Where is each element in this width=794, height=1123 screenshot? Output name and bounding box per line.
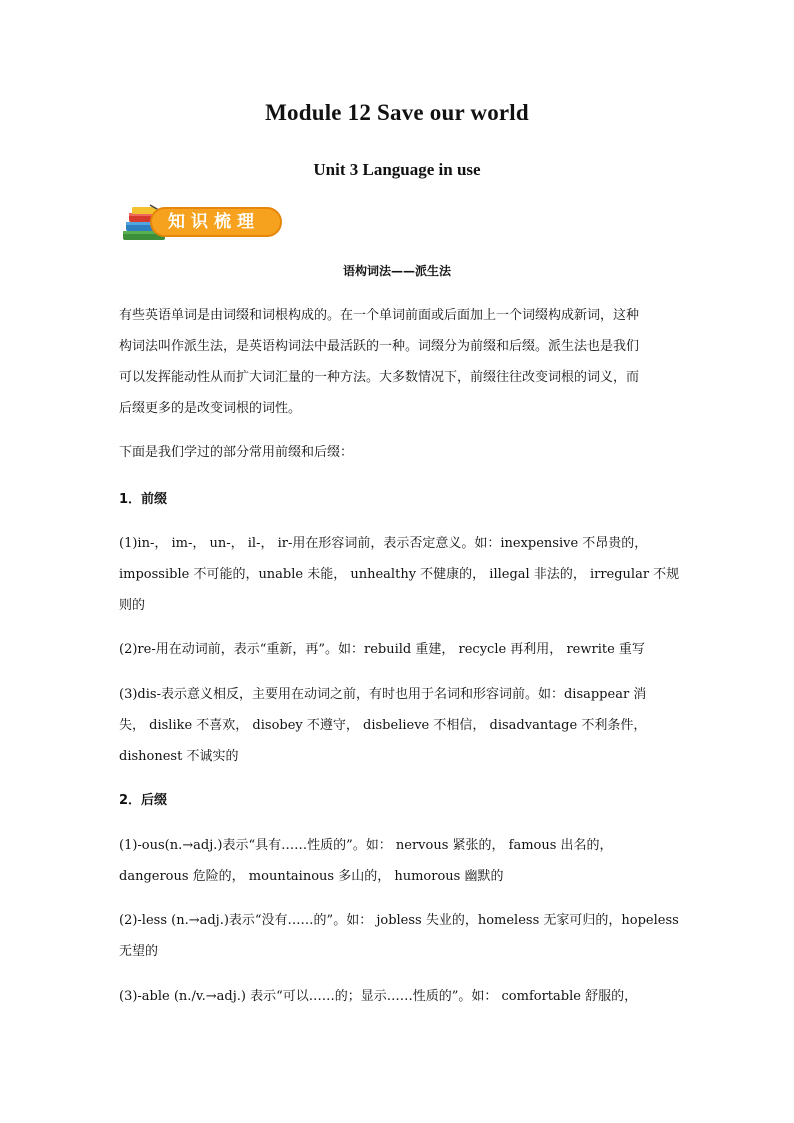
badge-label: 知识梳理 xyxy=(168,212,260,232)
suffix-item-line: dangerous 危险的， mountainous 多山的， humorous 幽默的 xyxy=(119,869,504,884)
intro-line: 有些英语单词是由词缀和词根构成的。在一个单词前面或后面加上一个词缀构成新词，这种 xyxy=(119,308,640,323)
prefix-item-line: impossible 不可能的，unable 未能， unhealthy 不健康的， illegal 非法的， irregular 不规 xyxy=(119,567,680,582)
intro-line: 构词法叫作派生法，是英语构词法中最活跃的一种。词缀分为前缀和后缀。派生法也是我们 xyxy=(119,339,640,354)
prefix-item-line: 失， dislike 不喜欢， disobey 不遵守， disbelieve 不相信， disadvantage 不利条件， xyxy=(119,718,647,733)
prefix-item-line: (3)dis-表示意义相反，主要用在动词之前，有时也用于名词和形容词前。如：disappear 消 xyxy=(119,687,647,702)
suffix-heading: 2．后缀 xyxy=(119,793,168,808)
knowledge-summary-badge xyxy=(120,203,285,243)
suffix-item-line: 无望的 xyxy=(119,944,159,959)
unit-subtitle: Unit 3 Language in use xyxy=(313,160,481,179)
list-intro: 下面是我们学过的部分常用前缀和后缀： xyxy=(119,445,354,460)
suffix-item-line: (2)-less (n.→adj.)表示“没有……的”。如： jobless 失业的，homeless 无家可归的，hopeless xyxy=(119,913,679,928)
suffix-item-line: (3)-able (n./v.→adj.) 表示“可以……的；显示……性质的”。如： comfortable 舒服的， xyxy=(119,989,638,1004)
prefix-item-line: (1)in-， im-， un-， il-， ir-用在形容词前，表示否定意义。如：inexpensive 不昂贵的， xyxy=(119,536,648,551)
prefix-item-line: (2)re-用在动词前，表示“重新，再”。如：rebuild 重建， recycle 再利用， rewrite 重写 xyxy=(119,642,645,657)
section-heading: 语构词法——派生法 xyxy=(342,264,451,278)
module-title: Module 12 Save our world xyxy=(265,100,529,125)
prefix-item-line: dishonest 不诚实的 xyxy=(119,749,239,764)
prefix-item-line: 则的 xyxy=(119,598,146,613)
intro-line: 后缀更多的是改变词根的词性。 xyxy=(119,401,302,416)
suffix-item-line: (1)-ous(n.→adj.)表示“具有……性质的”。如： nervous 紧张的， famous 出名的， xyxy=(119,838,613,853)
prefix-heading: 1．前缀 xyxy=(119,492,168,507)
intro-line: 可以发挥能动性从而扩大词汇量的一种方法。大多数情况下，前缀往往改变词根的词义，而 xyxy=(119,370,640,385)
